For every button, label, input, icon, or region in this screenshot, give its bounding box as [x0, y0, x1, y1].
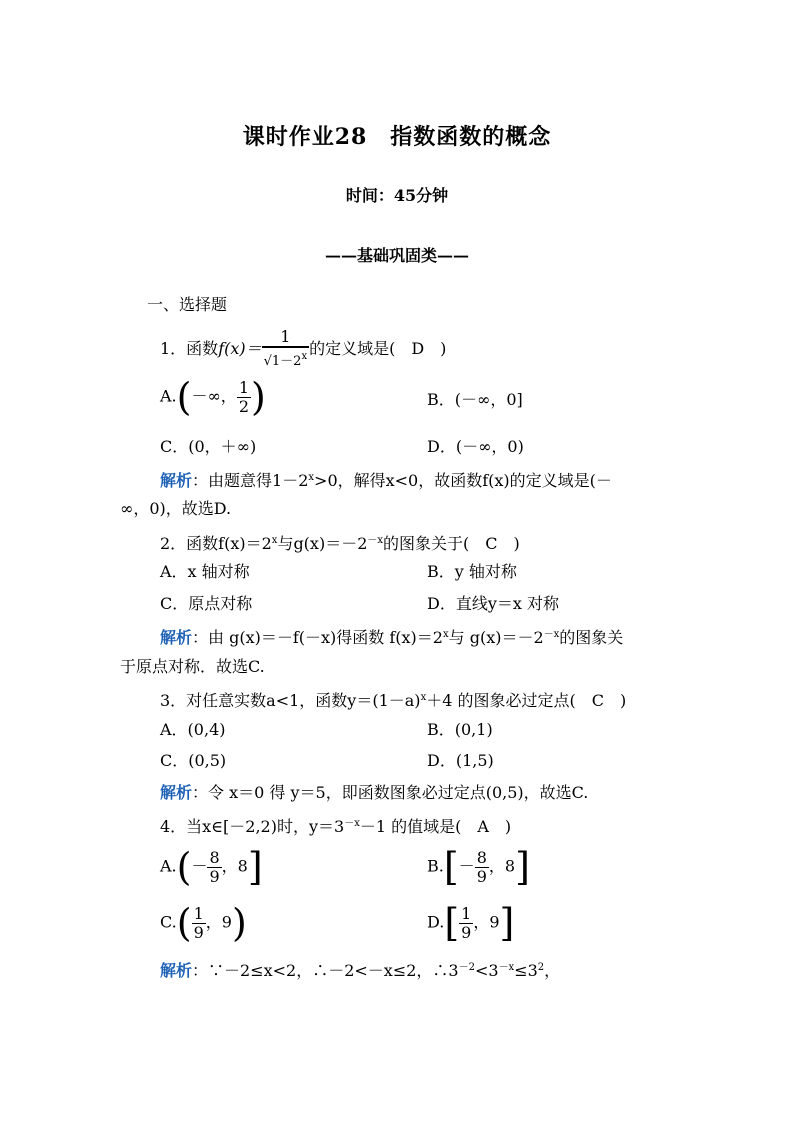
q2-option-d: D．直线y＝x 对称: [427, 594, 559, 613]
q4-option-a: A.(－ $\frac{8}{9}$ ，8]: [160, 845, 263, 889]
q1-option-c: C．(0，＋∞): [160, 437, 257, 456]
q2-analysis-cont: 于原点对称．故选C.: [120, 657, 265, 676]
question-1: 1．函数f(x)＝ $\frac{1}{√1-2^x}$ 的定义域是( D ): [160, 327, 447, 369]
q1-option-a: A.(－∞， $\frac{1}{2}$ ): [160, 375, 266, 419]
q3-option-a: A．(0,4): [160, 720, 226, 739]
section-heading: ——基础巩固类——: [324, 246, 469, 265]
page-title: 课时作业28 指数函数的概念: [242, 124, 552, 150]
question-2: 2．函数$f(x)=2^x$与$g(x)=-2^{-x}$的图象关于( C ): [160, 534, 520, 553]
q3-option-b: B．(0,1): [427, 720, 493, 739]
q3-option-d: D．(1,5): [427, 751, 494, 770]
q2-option-a: A．x 轴对称: [160, 562, 250, 581]
q3-analysis: 解析：令 x＝0 得 y＝5，即函数图象必过定点(0,5)，故选C.: [160, 783, 589, 802]
q4-analysis: 解析：∵－2≤x<2，∴－2<－x≤2，$\therefore 3^{-2}<3^{-x}\le 3^2$，: [160, 961, 561, 980]
q1-analysis: 解析：由题意得$1-2^x>0$，解得x<0，故函数f(x)的定义域是(－: [160, 471, 612, 490]
q1-option-b: B．(－∞，0]: [427, 390, 523, 409]
question-4: 4．当x∈[－2,2)时，$y=3^{-x}-1$ 的值域是( A ): [160, 817, 512, 836]
q4-option-b: B.[－ $\frac{8}{9}$ ，8]: [427, 845, 530, 889]
q2-option-c: C．原点对称: [160, 594, 253, 613]
q4-option-c: C.( $\frac{1}{9}$ ，9): [160, 901, 247, 945]
q2-analysis: 解析：由 g(x)＝－f(－x)得函数 $f(x)=2^x$与 $g(x)=-2^{-x}$的图象关: [160, 628, 624, 647]
q1-analysis-cont: ∞，0)，故选D.: [120, 499, 232, 518]
q1-option-d: D．(－∞，0): [427, 437, 524, 456]
time-limit: 时间：45分钟: [345, 186, 449, 205]
q4-option-d: D.[ $\frac{1}{9}$ ，9]: [427, 901, 515, 945]
question-3: 3．对任意实数a<1，函数$y=(1-a)^x+4$ 的图象必过定点( C ): [160, 691, 627, 710]
q2-option-b: B．y 轴对称: [427, 562, 517, 581]
part-heading: 一、选择题: [147, 295, 228, 314]
q3-option-c: C．(0,5): [160, 751, 227, 770]
